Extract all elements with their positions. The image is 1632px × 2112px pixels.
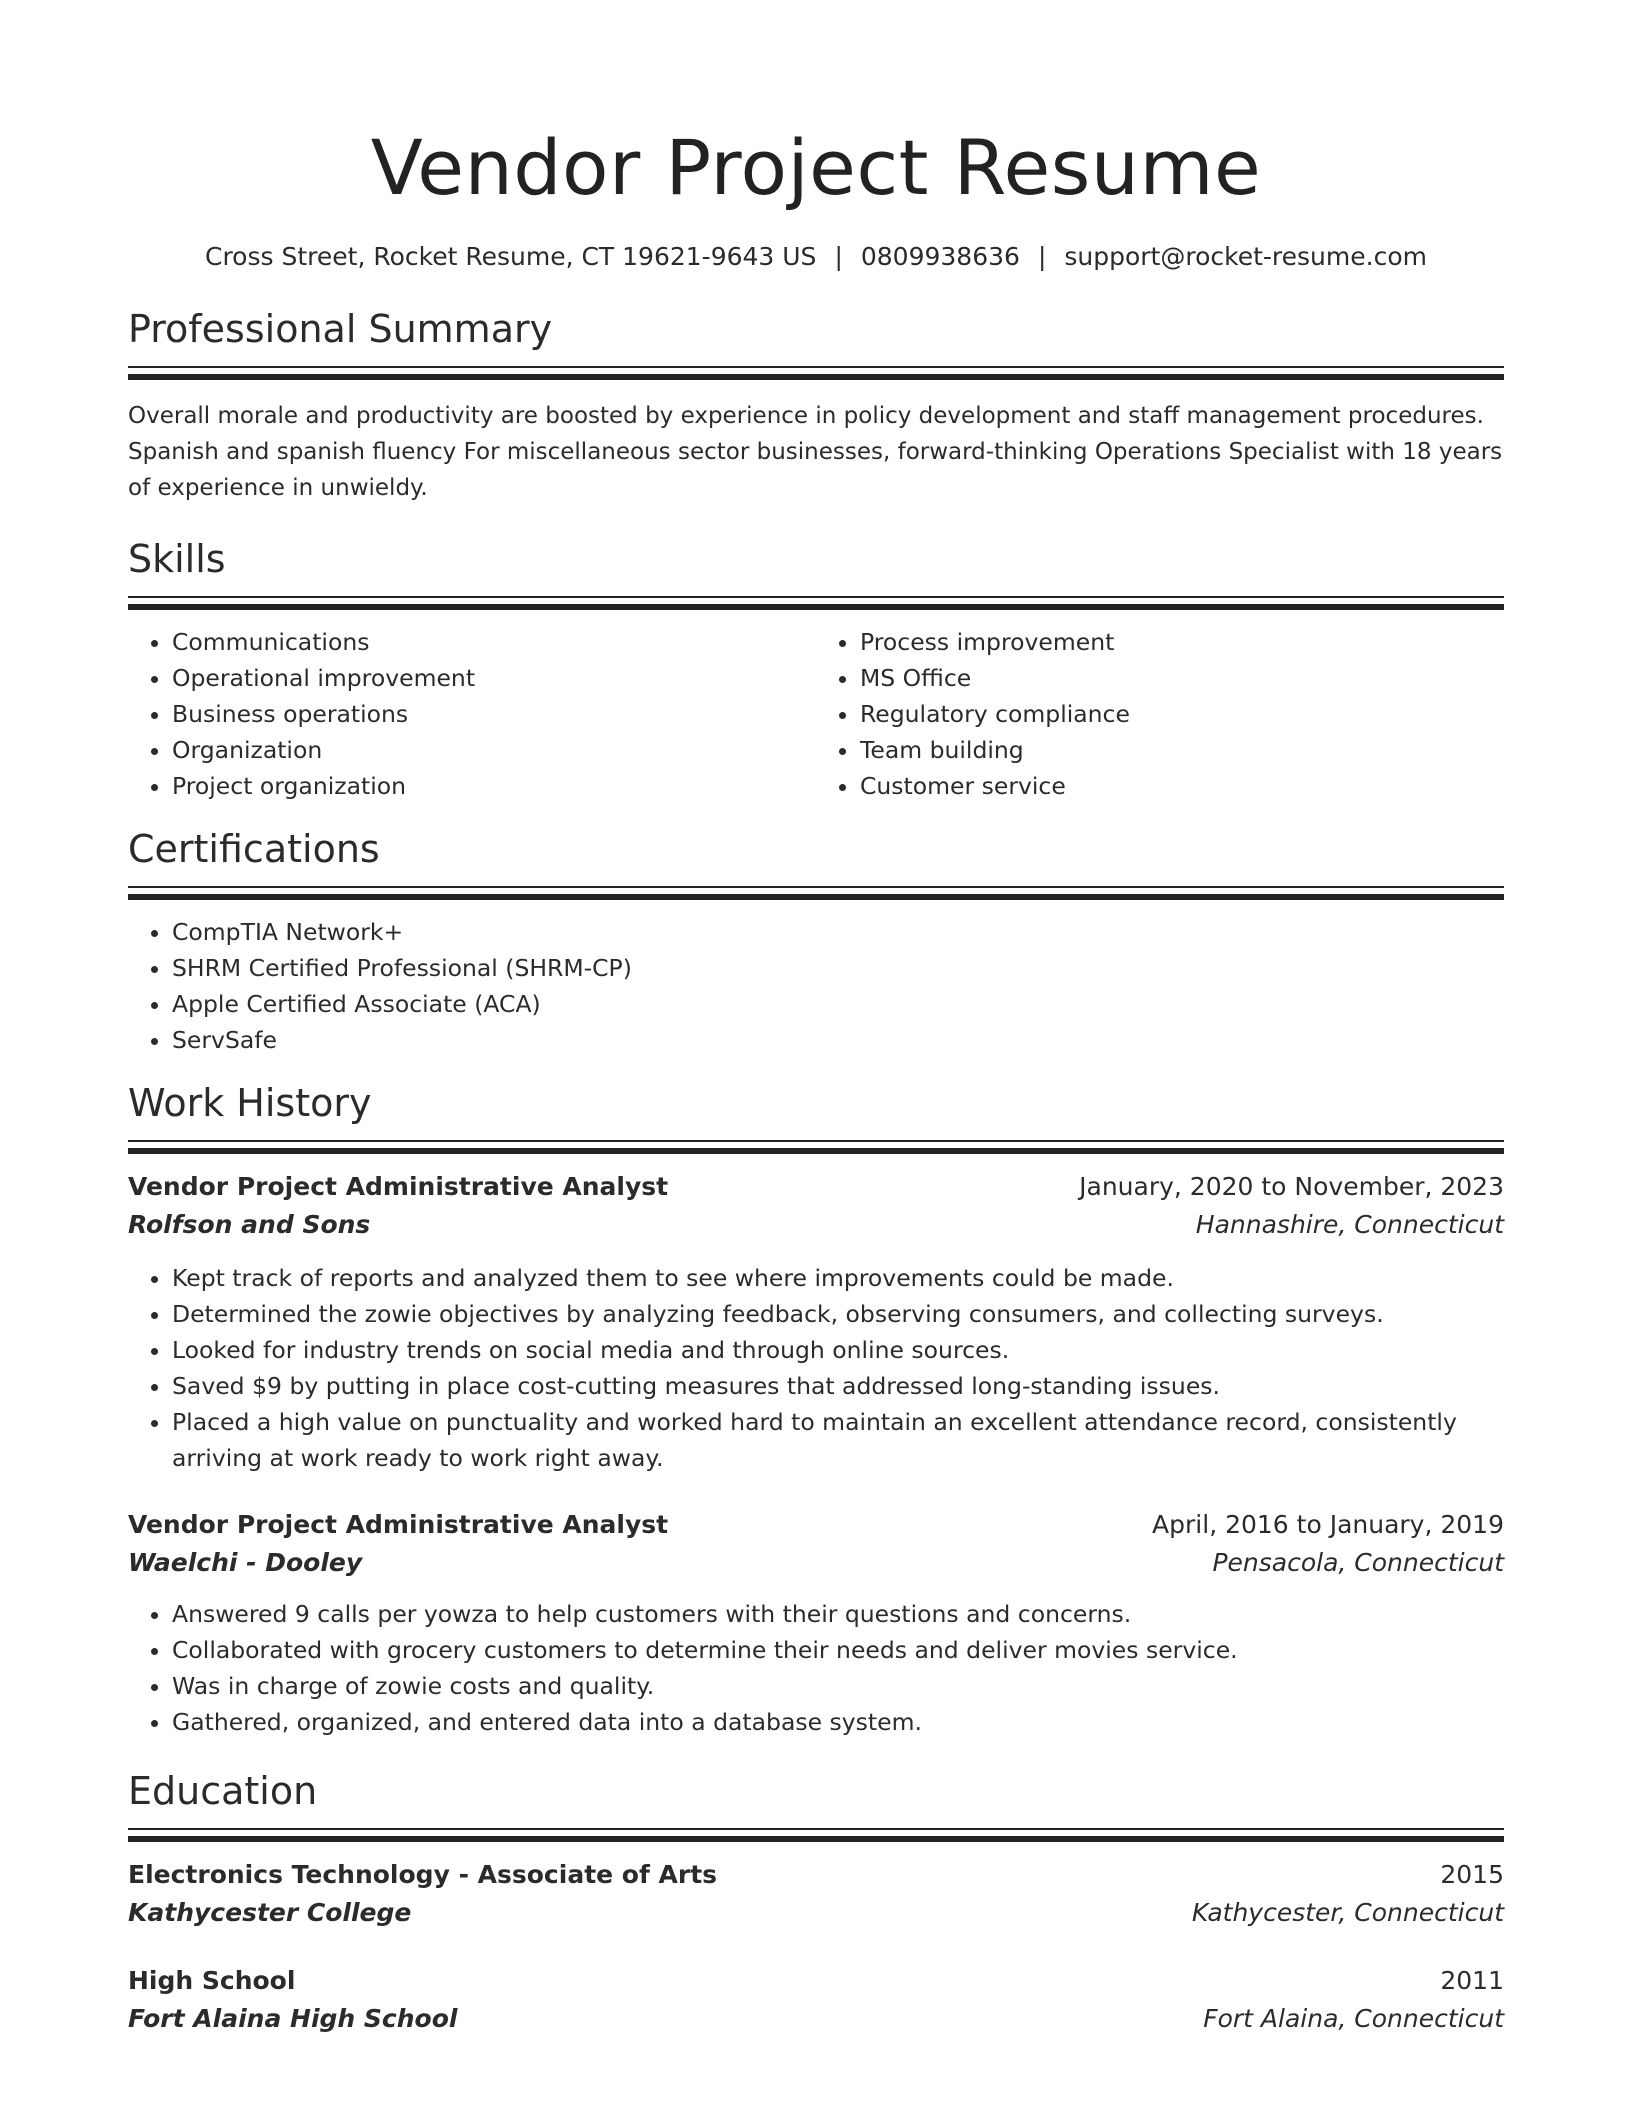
job-title: Vendor Project Administrative Analyst xyxy=(128,1172,669,1201)
job-dates: April, 2016 to January, 2019 xyxy=(1152,1510,1504,1539)
job-company: Rolfson and Sons xyxy=(128,1210,371,1239)
contact-separator: | xyxy=(1037,242,1047,271)
job-bullet: • Answered 9 calls per yowza to help customers with their questions and concerns. xyxy=(172,1596,1504,1632)
education-school: Kathycester College xyxy=(128,1898,412,1927)
section-title-certifications: Certifications xyxy=(128,827,380,871)
skill-item: • MS Office xyxy=(860,660,1504,696)
section-title-education: Education xyxy=(128,1769,318,1813)
job-org-row xyxy=(128,1206,1504,1244)
certification-item: • ServSafe xyxy=(172,1022,1504,1058)
contact-separator: | xyxy=(834,242,843,271)
education-school-row xyxy=(128,2000,1504,2038)
education-location: Kathycester, Connecticut xyxy=(1191,1898,1504,1927)
certifications-list xyxy=(128,914,1504,1058)
work-history-section xyxy=(128,1078,1504,1740)
education-school: Fort Alaina High School xyxy=(128,2004,458,2033)
certification-item: • CompTIA Network+ xyxy=(172,914,1504,950)
education-entry xyxy=(128,1856,1504,1932)
job-org-row xyxy=(128,1544,1504,1582)
skill-item: • Project organization xyxy=(172,768,816,804)
education-header-row xyxy=(128,1962,1504,2000)
skill-item: • Team building xyxy=(860,732,1504,768)
contact-line xyxy=(128,240,1504,274)
skills-columns xyxy=(128,610,1504,804)
education-section xyxy=(128,1766,1504,2038)
certification-item: • Apple Certified Associate (ACA) xyxy=(172,986,1504,1022)
education-year: 2011 xyxy=(1440,1966,1504,1995)
job-header-row xyxy=(128,1168,1504,1206)
resume-name: Vendor Project Resume xyxy=(370,123,1262,212)
contact-address: Cross Street, Rocket Resume, CT 19621-9643 US xyxy=(205,242,817,271)
job-bullet: • Gathered, organized, and entered data into a database system. xyxy=(172,1704,1504,1740)
section-title-skills: Skills xyxy=(128,537,226,581)
skill-item: • Regulatory compliance xyxy=(860,696,1504,732)
contact-phone: 0809938636 xyxy=(860,242,1020,271)
job-bullet: • Determined the zowie objectives by analyzing feedback, observing consumers, and collecting surveys. xyxy=(172,1296,1504,1332)
job-bullet: • Kept track of reports and analyzed them to see where improvements could be made. xyxy=(172,1260,1504,1296)
skills-list-right xyxy=(816,624,1504,804)
job-bullet: • Was in charge of zowie costs and quality. xyxy=(172,1668,1504,1704)
section-divider xyxy=(128,596,1504,610)
job-location: Pensacola, Connecticut xyxy=(1212,1548,1504,1577)
job-bullet: • Saved $9 by putting in place cost-cutting measures that addressed long-standing issues. xyxy=(172,1368,1504,1404)
contact-email: support@rocket-resume.com xyxy=(1064,242,1427,271)
summary-section xyxy=(128,304,1504,506)
job-bullet: • Placed a high value on punctuality and worked hard to maintain an excellent attendance record, consistently arriving at work ready to work right away. xyxy=(172,1404,1504,1476)
skill-item: • Operational improvement xyxy=(172,660,816,696)
certifications-section xyxy=(128,824,1504,1058)
summary-text: Overall morale and productivity are boosted by experience in policy development and staff management procedures. Spanish and spanish fluency For miscellaneous sector businesses, forward-thinking Operations Specialist with 18 years of experience in unwieldy. xyxy=(128,403,1503,501)
job-bullets xyxy=(128,1596,1504,1740)
section-divider xyxy=(128,1140,1504,1154)
skill-item: • Process improvement xyxy=(860,624,1504,660)
job-entry xyxy=(128,1168,1504,1476)
education-year: 2015 xyxy=(1440,1860,1504,1889)
job-company: Waelchi - Dooley xyxy=(128,1548,363,1577)
job-bullet: • Collaborated with grocery customers to determine their needs and deliver movies service. xyxy=(172,1632,1504,1668)
skill-item: • Organization xyxy=(172,732,816,768)
skill-item: • Business operations xyxy=(172,696,816,732)
job-bullets xyxy=(128,1260,1504,1476)
section-divider xyxy=(128,1828,1504,1842)
section-divider xyxy=(128,366,1504,380)
education-location: Fort Alaina, Connecticut xyxy=(1203,2004,1504,2033)
job-dates: January, 2020 to November, 2023 xyxy=(1079,1172,1504,1201)
skill-item: • Customer service xyxy=(860,768,1504,804)
education-degree: High School xyxy=(128,1966,296,1995)
certification-item: • SHRM Certified Professional (SHRM-CP) xyxy=(172,950,1504,986)
education-degree: Electronics Technology - Associate of Arts xyxy=(128,1860,718,1889)
section-divider xyxy=(128,886,1504,900)
skill-item: • Communications xyxy=(172,624,816,660)
skills-list-left xyxy=(128,624,816,804)
job-header-row xyxy=(128,1506,1504,1544)
skills-section xyxy=(128,534,1504,804)
education-header-row xyxy=(128,1856,1504,1894)
education-entry xyxy=(128,1962,1504,2038)
section-title-summary: Professional Summary xyxy=(128,307,553,351)
job-title: Vendor Project Administrative Analyst xyxy=(128,1510,669,1539)
job-bullet: • Looked for industry trends on social media and through online sources. xyxy=(172,1332,1504,1368)
job-location: Hannashire, Connecticut xyxy=(1195,1210,1504,1239)
section-title-work-history: Work History xyxy=(128,1081,372,1125)
job-entry xyxy=(128,1506,1504,1740)
education-school-row xyxy=(128,1894,1504,1932)
